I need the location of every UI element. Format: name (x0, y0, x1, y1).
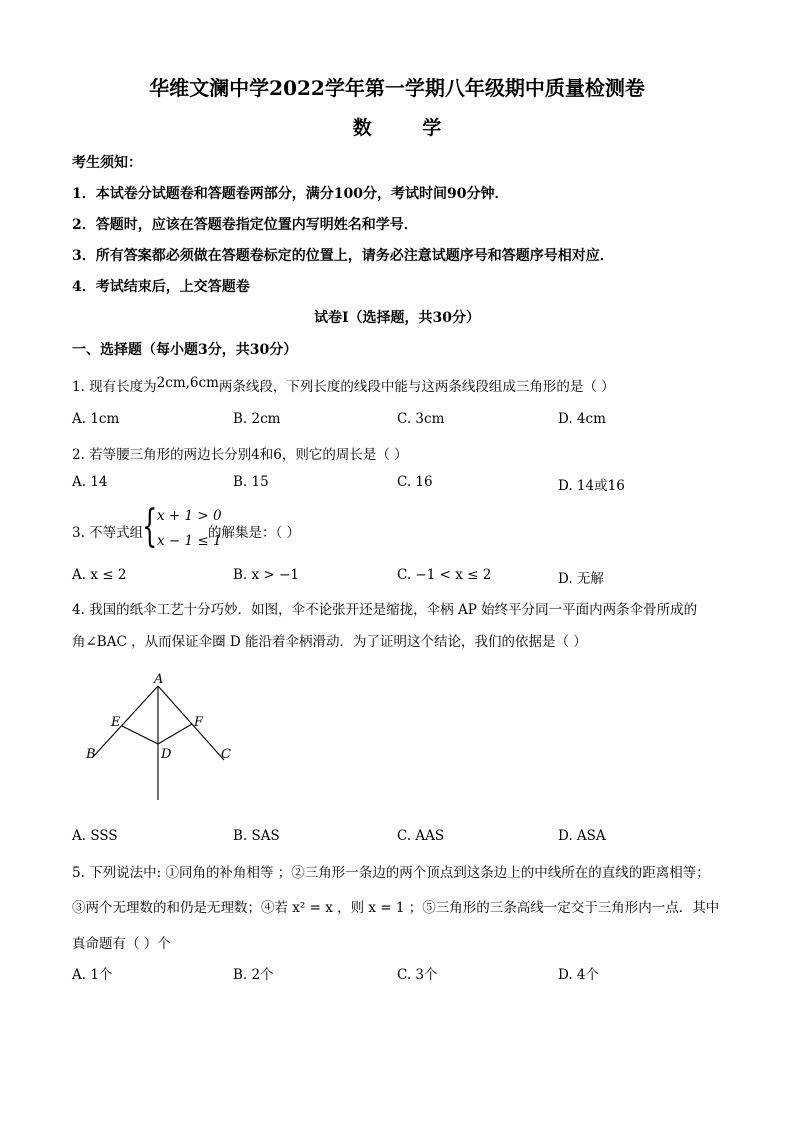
question-3-stem-pre: 3. 不等式组 (72, 525, 144, 541)
strut-line-ed (122, 726, 158, 744)
question-5-option-c: C. 3个 (397, 967, 438, 983)
question-5-stem-line-2: ③两个无理数的和仍是无理数；④若 x² = x ，则 x = 1 ；⑤三角形的三条高线一定交于三角形内一点．其中 (72, 900, 720, 916)
question-3-option-d: D. 无解 (558, 571, 604, 587)
question-3-option-a: A. x ≤ 2 (72, 567, 127, 583)
section-heading: 一、选择题（每小题3分，共30分） (72, 342, 298, 358)
notice-heading: 考生须知： (72, 155, 142, 171)
question-4-option-a: A. SSS (72, 828, 118, 844)
notice-item-4: 4．考试结束后，上交答题卷 (72, 279, 250, 295)
question-1-stem-math: 2cm,6cm (156, 375, 219, 391)
umbrella-figure (80, 670, 250, 805)
label-a: A (154, 672, 164, 687)
question-5-stem-line-1: 5. 下列说法中: ①同角的补角相等 ；②三角形一条边的两个顶点到这条边上的中线所在的直线的距离相等； (72, 865, 710, 881)
label-c: C (221, 747, 231, 762)
question-1-option-b: B. 2cm (233, 411, 281, 427)
question-3-system-line-2: x − 1 ≤ 1 (157, 533, 222, 549)
notice-item-1: 1．本试卷分试题卷和答题卷两部分，满分100分，考试时间90分钟． (72, 186, 509, 202)
question-4-option-c: C. AAS (397, 828, 445, 844)
rib-line-ab (92, 686, 158, 758)
paper-heading: 试卷Ⅰ（选择题，共30分） (313, 310, 481, 326)
system-brace: { (142, 501, 158, 552)
notice-item-3: 3．所有答案都必须做在答题卷标定的位置上，请务必注意试题序号和答题序号相对应． (72, 248, 614, 264)
question-2-option-a: A. 14 (72, 474, 108, 490)
question-4-option-b: B. SAS (233, 828, 280, 844)
question-1-stem (72, 375, 615, 395)
notice-item-2: 2．答题时，应该在答题卷指定位置内写明姓名和学号． (72, 217, 418, 233)
question-4-option-d: D. ASA (558, 828, 606, 844)
question-2-option-c: C. 16 (397, 474, 433, 490)
question-5-option-a: A. 1个 (72, 967, 113, 983)
exam-title: 华维文澜中学2022学年第一学期八年级期中质量检测卷 (149, 76, 645, 100)
question-5-option-b: B. 2个 (233, 967, 274, 983)
label-d: D (161, 747, 172, 762)
label-e: E (111, 715, 121, 730)
question-3-option-b: B. x > −1 (233, 567, 299, 583)
question-1-option-a: A. 1cm (72, 411, 120, 427)
question-1-stem-post: 两条线段，下列长度的线段中能与这两条线段组成三角形的是（ ） (218, 379, 615, 395)
question-5-stem-line-3: 真命题有（ ）个 (72, 936, 171, 952)
question-3-system-line-1: x + 1 > 0 (157, 508, 222, 524)
subject-title: 数 学 (352, 117, 464, 139)
question-5-option-d: D. 4个 (558, 967, 600, 983)
question-2-option-b: B. 15 (233, 474, 269, 490)
question-3-stem-post: 的解集是：（ ） (208, 525, 301, 541)
label-f: F (194, 715, 204, 730)
question-2-option-d: D. 14或16 (558, 478, 625, 494)
question-4-stem-line-2: 角∠BAC ，从而保证伞圈 D 能沿着伞柄滑动．为了证明这个结论，我们的依据是（ ） (72, 634, 587, 650)
question-1-option-c: C. 3cm (397, 411, 445, 427)
question-2-stem: 2. 若等腰三角形的两边长分别4和6，则它的周长是（ ） (72, 447, 408, 463)
question-1-option-d: D. 4cm (558, 411, 606, 427)
strut-line-fd (158, 724, 192, 744)
question-3-option-c: C. −1 < x ≤ 2 (397, 567, 492, 583)
question-4-stem-line-1: 4. 我国的纸伞工艺十分巧妙．如图，伞不论张开还是缩拢，伞柄 AP 始终平分同一平面内两条伞骨所成的 (72, 602, 698, 618)
label-b: B (86, 747, 96, 762)
question-1-stem-pre: 1. 现有长度为 (72, 379, 157, 395)
